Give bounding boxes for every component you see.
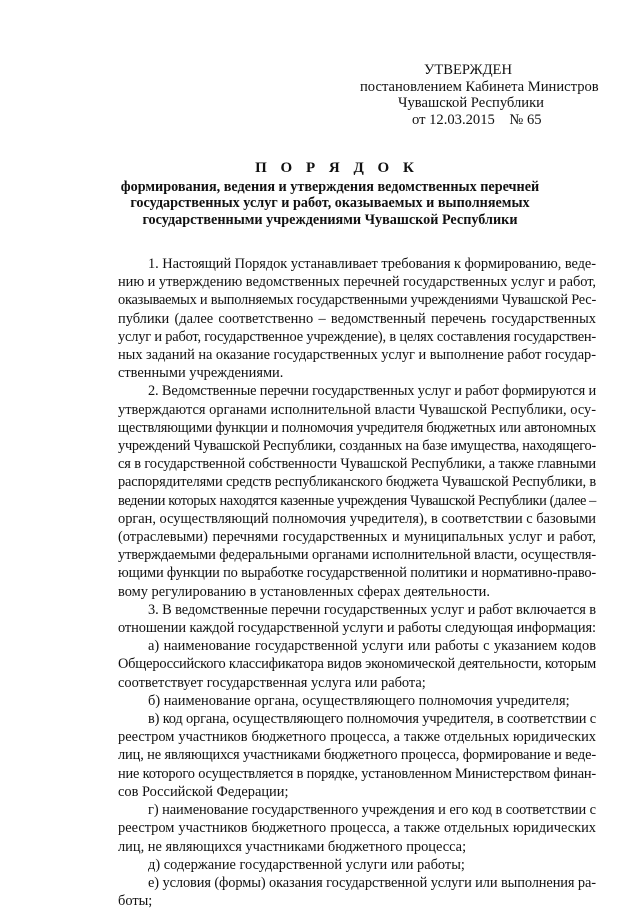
paragraph-line: е) условия (формы) оказания государственной услуги или выполнения ра- bbox=[148, 874, 596, 891]
paragraph-line: 1. Настоящий Порядок устанавливает требования к формированию, веде- bbox=[148, 256, 596, 272]
paragraph-line: соответствует государственная услуга или работа; bbox=[118, 674, 426, 691]
paragraph-line: распорядителями средств республиканского бюджета Чувашской Республики, в bbox=[118, 474, 596, 491]
paragraph bbox=[118, 856, 596, 874]
paragraph-line: б) наименование органа, осуществляющего полномочия учредителя; bbox=[148, 692, 570, 709]
paragraph-line: лиц, не являющихся участниками бюджетного процесса; bbox=[118, 838, 467, 855]
paragraph-line: утверждаются органами исполнительной власти Чувашской Республики, осу- bbox=[118, 401, 596, 418]
title-line-2: государственных услуг и работ, оказываемых и выполняемых bbox=[130, 195, 530, 212]
paragraph-line: реестром участников бюджетного процесса, а также отдельных юридических bbox=[118, 729, 596, 746]
document-body bbox=[118, 255, 596, 910]
paragraph-line: д) содержание государственной услуги или работы; bbox=[148, 856, 465, 873]
paragraph-line: ся в государственной собственности Чувашской Республики, а также главными bbox=[118, 456, 596, 473]
paragraph-line: 2. Ведомственные перечни государственных услуг и работ формируются и bbox=[148, 383, 597, 400]
paragraph-line: отношении каждой государственной услуги и работы следующая информация: bbox=[118, 620, 596, 637]
paragraph bbox=[118, 710, 596, 801]
document-title bbox=[100, 160, 560, 229]
approval-block bbox=[360, 62, 622, 128]
paragraph-line: боты; bbox=[118, 893, 153, 910]
approval-heading: УТВЕРЖДЕН bbox=[424, 62, 512, 78]
paragraph-line: ведении которых находятся казенные учреждения Чувашской Республики (далее – bbox=[118, 492, 596, 509]
paragraph-line: (отраслевыми) перечнями государственных и муниципальных услуг и работ, bbox=[118, 529, 596, 546]
paragraph-line: Общероссийского классификатора видов экономической деятельности, которым bbox=[118, 656, 596, 673]
paragraph bbox=[118, 637, 596, 692]
paragraph-line: ющими функции по выработке государственной политики и нормативно-право- bbox=[118, 565, 597, 582]
paragraph-line: орган, осуществляющий полномочия учредителя), в соответствии с базовыми bbox=[118, 510, 596, 527]
paragraph-line: 3. В ведомственные перечни государственных услуг и работ включается в bbox=[148, 601, 597, 618]
paragraph-line: публики (далее соответственно – ведомственный перечень государственных bbox=[118, 310, 596, 327]
paragraph-line: реестром участников бюджетного процесса, а также отдельных юридических bbox=[118, 820, 596, 837]
paragraph-line: оказываемых и выполняемых государственными учреждениями Чувашской Рес- bbox=[118, 292, 597, 309]
paragraph-line: ние которого осуществляется в порядке, установленном Министерством финан- bbox=[118, 765, 596, 782]
paragraph-line: учреждений Чувашской Республики, созданных на базе имущества, находящего- bbox=[118, 438, 596, 455]
approval-line-2: Чувашской Республики bbox=[398, 95, 544, 111]
title-line-3: государственными учреждениями Чувашской Республики bbox=[142, 212, 518, 229]
title-heading: П О Р Я Д О К bbox=[255, 160, 419, 176]
paragraph-line: вому регулированию в установленных сферах деятельности. bbox=[118, 583, 490, 600]
paragraph bbox=[118, 382, 596, 600]
paragraph bbox=[118, 255, 596, 382]
paragraph-line: г) наименование государственного учреждения и его код в соответствии с bbox=[148, 802, 596, 819]
approval-line-3: от 12.03.2015 № 65 bbox=[412, 111, 542, 128]
paragraph bbox=[118, 692, 596, 710]
paragraph bbox=[118, 801, 596, 856]
paragraph-line: лиц, не являющихся участниками бюджетного процесса, формирование и веде- bbox=[118, 747, 596, 764]
title-line-1: формирования, ведения и утверждения ведомственных перечней bbox=[120, 178, 540, 195]
paragraph-line: в) код органа, осуществляющего полномочия учредителя, в соответствии с bbox=[148, 711, 596, 728]
paragraph-line: услуг и работ, государственное учреждение), в целях составления государствен- bbox=[118, 328, 597, 345]
paragraph-line: а) наименование государственной услуги или работы с указанием кодов bbox=[148, 638, 596, 655]
approval-line-1: постановлением Кабинета Министров bbox=[360, 78, 599, 95]
paragraph-line: ществляющими функции и полномочия учредителя бюджетных или автономных bbox=[118, 419, 596, 436]
paragraph-line: сов Российской Федерации; bbox=[118, 783, 289, 800]
paragraph bbox=[118, 601, 596, 637]
paragraph-line: нию и утверждению ведомственных перечней государственных услуг и работ, bbox=[118, 274, 596, 291]
paragraph-line: утверждаемыми федеральными органами исполнительной власти, осуществля- bbox=[118, 547, 596, 564]
paragraph-line: ственными учреждениями. bbox=[118, 365, 284, 382]
paragraph-line: ных заданий на оказание государственных услуг и выполнение работ государ- bbox=[118, 347, 596, 364]
